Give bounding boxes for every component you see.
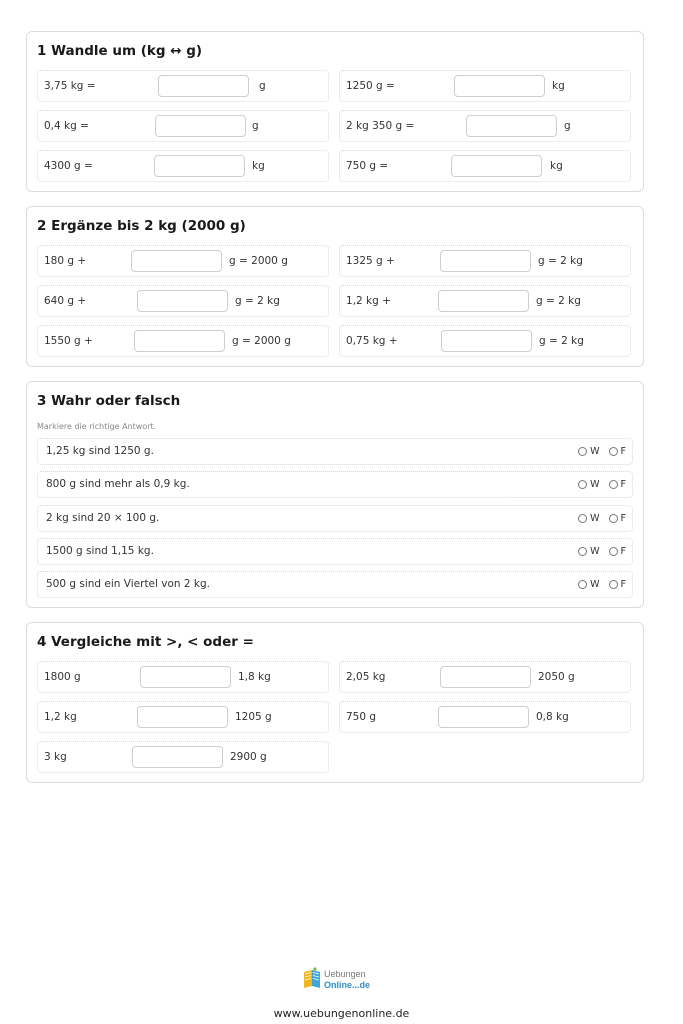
svg-text:Uebungen: Uebungen <box>324 969 366 979</box>
answer-input[interactable] <box>451 155 542 177</box>
option-false[interactable]: F <box>609 546 626 557</box>
option-false[interactable]: F <box>609 446 626 457</box>
item-left: 3 kg <box>44 751 67 763</box>
item-left: 1250 g = <box>346 80 395 92</box>
radio-icon[interactable] <box>609 514 618 523</box>
item-unit: 1,8 kg <box>238 671 271 683</box>
option-true[interactable]: W <box>578 513 599 524</box>
answer-input[interactable] <box>441 330 532 352</box>
answer-input[interactable] <box>438 290 529 312</box>
radio-icon[interactable] <box>609 447 618 456</box>
item-left: 3,75 kg = <box>44 80 96 92</box>
exercise-item <box>339 661 631 693</box>
option-true[interactable]: W <box>578 446 599 457</box>
item-unit: g = 2 kg <box>536 295 581 307</box>
exercise-item <box>339 110 631 142</box>
answer-input[interactable] <box>454 75 545 97</box>
item-left: 640 g + <box>44 295 87 307</box>
answer-input[interactable] <box>137 706 228 728</box>
radio-icon[interactable] <box>578 547 587 556</box>
exercise-item <box>37 110 329 142</box>
exercise-item <box>37 325 329 357</box>
item-left: 2,05 kg <box>346 671 386 683</box>
statement-text: 1,25 kg sind 1250 g. <box>46 445 154 457</box>
section-title: 2 Ergänze bis 2 kg (2000 g) <box>37 218 246 234</box>
item-unit: 1205 g <box>235 711 272 723</box>
statement-text: 800 g sind mehr als 0,9 kg. <box>46 478 190 490</box>
item-left: 0,4 kg = <box>44 120 89 132</box>
radio-icon[interactable] <box>578 514 587 523</box>
item-left: 750 g = <box>346 160 389 172</box>
exercise-item <box>339 285 631 317</box>
item-left: 2 kg 350 g = <box>346 120 415 132</box>
answer-input[interactable] <box>131 250 222 272</box>
item-unit: g <box>564 120 571 132</box>
instruction-text: Markiere die richtige Antwort. <box>37 422 157 431</box>
svg-text:Online...de: Online...de <box>324 980 371 990</box>
statement-row <box>37 505 633 532</box>
answer-input[interactable] <box>134 330 225 352</box>
exercise-item <box>37 245 329 277</box>
item-left: 180 g + <box>44 255 87 267</box>
option-false[interactable]: F <box>609 579 626 590</box>
open-book-icon <box>302 966 384 994</box>
statement-text: 2 kg sind 20 × 100 g. <box>46 512 160 524</box>
item-unit: g = 2 kg <box>538 255 583 267</box>
answer-input[interactable] <box>137 290 228 312</box>
radio-icon[interactable] <box>609 580 618 589</box>
item-unit: g <box>252 120 259 132</box>
radio-icon[interactable] <box>609 547 618 556</box>
item-unit: g <box>259 80 266 92</box>
option-true[interactable]: W <box>578 579 599 590</box>
section-convert <box>26 31 644 192</box>
answer-options <box>572 506 626 531</box>
answer-options <box>572 539 626 564</box>
radio-icon[interactable] <box>578 580 587 589</box>
exercise-item <box>37 285 329 317</box>
item-unit: kg <box>550 160 563 172</box>
item-unit: g = 2 kg <box>235 295 280 307</box>
item-unit: 2900 g <box>230 751 267 763</box>
statement-row <box>37 538 633 565</box>
option-false[interactable]: F <box>609 513 626 524</box>
item-left: 1,2 kg + <box>346 295 391 307</box>
answer-input[interactable] <box>132 746 223 768</box>
exercise-item <box>339 70 631 102</box>
option-true[interactable]: W <box>578 546 599 557</box>
option-true[interactable]: W <box>578 479 599 490</box>
answer-input[interactable] <box>155 115 246 137</box>
answer-input[interactable] <box>140 666 231 688</box>
answer-input[interactable] <box>158 75 249 97</box>
exercise-item <box>339 325 631 357</box>
exercise-item <box>37 661 329 693</box>
radio-icon[interactable] <box>578 480 587 489</box>
exercise-item <box>339 701 631 733</box>
item-unit: g = 2 kg <box>539 335 584 347</box>
answer-options <box>572 439 626 464</box>
radio-icon[interactable] <box>578 447 587 456</box>
exercise-item <box>339 245 631 277</box>
exercise-item <box>37 70 329 102</box>
section-true-false <box>26 381 644 608</box>
exercise-item <box>37 741 329 773</box>
statement-text: 500 g sind ein Viertel von 2 kg. <box>46 578 211 590</box>
section-compare <box>26 622 644 783</box>
item-left: 750 g <box>346 711 377 723</box>
exercise-item <box>37 150 329 182</box>
answer-options <box>572 472 626 497</box>
section-title: 1 Wandle um (kg ↔ g) <box>37 43 203 59</box>
item-left: 1550 g + <box>44 335 93 347</box>
item-left: 1800 g <box>44 671 81 683</box>
statement-row <box>37 571 633 598</box>
answer-input[interactable] <box>438 706 529 728</box>
statement-row <box>37 471 633 498</box>
item-left: 4300 g = <box>44 160 93 172</box>
answer-input[interactable] <box>154 155 245 177</box>
exercise-item <box>339 150 631 182</box>
item-unit: g = 2000 g <box>232 335 291 347</box>
item-left: 1,2 kg <box>44 711 77 723</box>
site-logo <box>302 966 384 994</box>
statement-text: 1500 g sind 1,15 kg. <box>46 545 154 557</box>
exercise-item <box>37 701 329 733</box>
item-unit: kg <box>252 160 265 172</box>
footer-url[interactable]: www.uebungenonline.de <box>273 1007 410 1020</box>
answer-options <box>572 572 626 597</box>
item-left: 0,75 kg + <box>346 335 398 347</box>
item-unit: kg <box>552 80 565 92</box>
item-left: 1325 g + <box>346 255 395 267</box>
statement-row <box>37 438 633 465</box>
item-unit: 2050 g <box>538 671 575 683</box>
option-false[interactable]: F <box>609 479 626 490</box>
section-title: 4 Vergleiche mit >, < oder = <box>37 634 254 650</box>
radio-icon[interactable] <box>609 480 618 489</box>
item-unit: g = 2000 g <box>229 255 288 267</box>
section-title: 3 Wahr oder falsch <box>37 393 181 409</box>
section-complete <box>26 206 644 367</box>
answer-input[interactable] <box>440 250 531 272</box>
item-unit: 0,8 kg <box>536 711 569 723</box>
answer-input[interactable] <box>440 666 531 688</box>
answer-input[interactable] <box>466 115 557 137</box>
